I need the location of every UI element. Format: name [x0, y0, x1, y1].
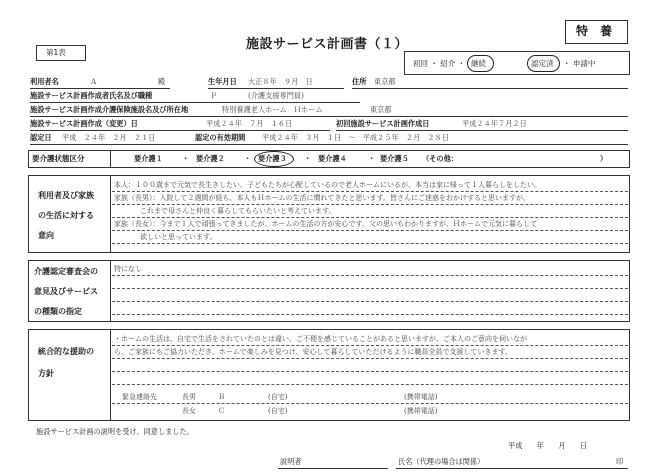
intent-line-5: 欲しいと思っています。	[140, 233, 217, 241]
created-date-value: 平成２４年 ７月 １６日	[206, 119, 293, 128]
intent-divider	[110, 175, 111, 253]
signer-underline	[396, 468, 628, 469]
first-plan-underline	[336, 130, 628, 131]
policy-divider	[110, 329, 111, 421]
policy-line-2: ら、ご家族にもご協力いただき、ホームで楽しみを見つけ、安心して暮らしていただけるように職員全員で支援していきます。	[114, 348, 512, 356]
opinion-divider	[110, 260, 111, 322]
first-plan-date-value: 平成２４年７月２日	[462, 119, 527, 128]
dob-value: 大正８年 ９月 日	[248, 77, 313, 86]
policy-dash-5	[112, 403, 628, 404]
address-value: 東京都	[374, 77, 396, 86]
cert-date-value: 平成 ２４年 ２月 ２１日	[62, 133, 156, 142]
policy-label-1: 統合的な援助の	[38, 347, 94, 356]
contact-1-rel: 長男	[182, 393, 196, 401]
care-level-other-close: ）	[600, 154, 608, 163]
intent-label-1: 利用者及び家族	[38, 191, 94, 200]
plan-status-selected: 継続	[471, 59, 486, 68]
contact-1-mobile: (携帯電話)	[404, 393, 438, 401]
policy-dash-3	[112, 371, 628, 372]
contact-2-rel: 長女	[182, 407, 196, 415]
intent-line-1: 本人：１００歳まで元気で長生きしたい。子どもたちが心配しているので老人ホームにいるが、本当は家に帰って１人暮らしをしたい。	[114, 181, 541, 189]
consent-date: 平成 年 月 日	[508, 441, 588, 450]
cert-date-label: 認定日	[30, 133, 52, 142]
facility-label: 施設サービス計画作成介護保険施設名及び所在地	[30, 105, 189, 114]
explainer-underline	[278, 468, 388, 469]
care-level-5: 要介護５	[380, 154, 409, 163]
care-level-1: 要介護１	[134, 154, 163, 163]
care-level-other: （その他：	[422, 154, 458, 163]
care-level-3: 要介護３	[258, 154, 287, 163]
intent-line-4: 家族（長女）：今まで１人で頑張ってきましたが、ホームの生活の方が安心です。父の思いもわかりますが、Ｈホームで元気に暮らして	[114, 220, 537, 228]
contact-tag: 緊急連絡先	[122, 393, 157, 401]
contact-2-name: Ｃ	[218, 407, 225, 415]
care-level-4: 要介護４	[318, 154, 347, 163]
opinion-dash-3	[112, 301, 628, 302]
care-level-2: 要介護２	[196, 154, 225, 163]
address-underline	[352, 88, 628, 89]
opinion-dash-1	[112, 275, 628, 276]
cert-status-other: ・ 申請中	[563, 59, 596, 68]
policy-dash-4	[112, 384, 628, 385]
care-level-sep-2: ・	[244, 154, 252, 163]
facility-underline	[30, 116, 628, 117]
opinion-line-1: 特になし	[114, 265, 142, 273]
facility-type-label: 特 養	[576, 24, 613, 38]
contact-2-home: (自宅)	[268, 407, 288, 415]
address-label: 住所	[352, 77, 367, 86]
cert-valid-label: 認定の有効期間	[195, 133, 246, 142]
intent-label-3: 意向	[38, 231, 54, 240]
policy-dash-2	[112, 358, 628, 359]
intent-dash-5	[112, 243, 628, 244]
dob-underline	[208, 88, 344, 89]
intent-dash-1	[112, 191, 628, 192]
care-level-label: 要介護状態区分	[32, 154, 85, 163]
intent-line-3: これまで母さんと仲良く暮らしてもらいたいと考えています。	[140, 207, 336, 215]
intent-dash-3	[112, 217, 628, 218]
opinion-dash-2	[112, 288, 628, 289]
opinion-label-1: 介護認定審査会の	[34, 267, 98, 276]
intent-dash-2	[112, 204, 628, 205]
care-level-sep-3: ・	[304, 154, 312, 163]
planner-name: Ｐ	[210, 91, 218, 100]
planner-underline	[30, 102, 360, 103]
status-box	[404, 51, 630, 75]
consent-text: 施設サービス計画の説明を受け、同意しました。	[36, 427, 194, 436]
explainer-label: 説明者	[280, 457, 302, 466]
policy-label-2: 方針	[38, 369, 54, 378]
intent-dash-4	[112, 230, 628, 231]
contact-1-home: (自宅)	[268, 393, 288, 401]
opinion-dash-4	[112, 314, 628, 315]
intent-label-2: の生活に対する	[38, 211, 94, 220]
seal-mark: 印	[616, 457, 624, 466]
planner-label: 施設サービス計画作成者氏名及び職種	[30, 91, 153, 100]
contact-2-mobile: (携帯電話)	[404, 407, 438, 415]
cert-valid-value: 平成２４年 ３月 １日 ～ 平成２５年 ２月 ２８日	[262, 133, 449, 142]
policy-dash-1	[112, 345, 628, 346]
care-level-sep-1: ・	[182, 154, 190, 163]
cert-status-selected: 認定済	[531, 59, 554, 68]
care-level-sep-4: ・	[368, 154, 376, 163]
signer-label: 氏名（代理の場合は関係）	[398, 457, 485, 466]
intent-line-2: 家族（長男）：入院して２週間が経ち、本人もＨホームの生活に慣れてきたと思います。皆さんにご迷惑をおかけすると思いますが、	[114, 194, 530, 202]
cert-underline	[30, 144, 628, 145]
plan-status-options: 初回 ・ 紹介 ・	[413, 59, 466, 68]
dob-label: 生年月日	[208, 77, 237, 86]
care-level-divider	[110, 150, 111, 168]
created-date-label: 施設サービス計画作成（変更）日	[30, 119, 138, 128]
user-name-label: 利用者名	[30, 77, 59, 86]
user-underline	[30, 88, 170, 89]
contact-1-name: Ｂ	[218, 393, 225, 401]
opinion-label-2: 意見及びサービス	[34, 287, 98, 296]
planner-role: (介護支援専門員)	[248, 91, 304, 100]
doc-number: 第1表	[46, 48, 66, 57]
facility-name: 特別養護老人ホーム Ｈホーム	[222, 105, 323, 114]
user-name: Ａ	[90, 77, 98, 86]
facility-address: 東京都	[370, 105, 392, 114]
opinion-label-3: の種類の指定	[34, 307, 82, 316]
user-name-suffix: 殿	[158, 77, 166, 86]
created-underline	[30, 130, 330, 131]
policy-line-1: ・ホームの生活は、自宅で生活をされていたのとは違い、ご不便を感じていることがあると思いますが、ご本人のご意向を伺いなが	[114, 335, 527, 343]
first-plan-date-label: 初回施設サービス計画作成日	[336, 119, 430, 128]
page-title: 施設サービス計画書（１）	[246, 37, 409, 52]
